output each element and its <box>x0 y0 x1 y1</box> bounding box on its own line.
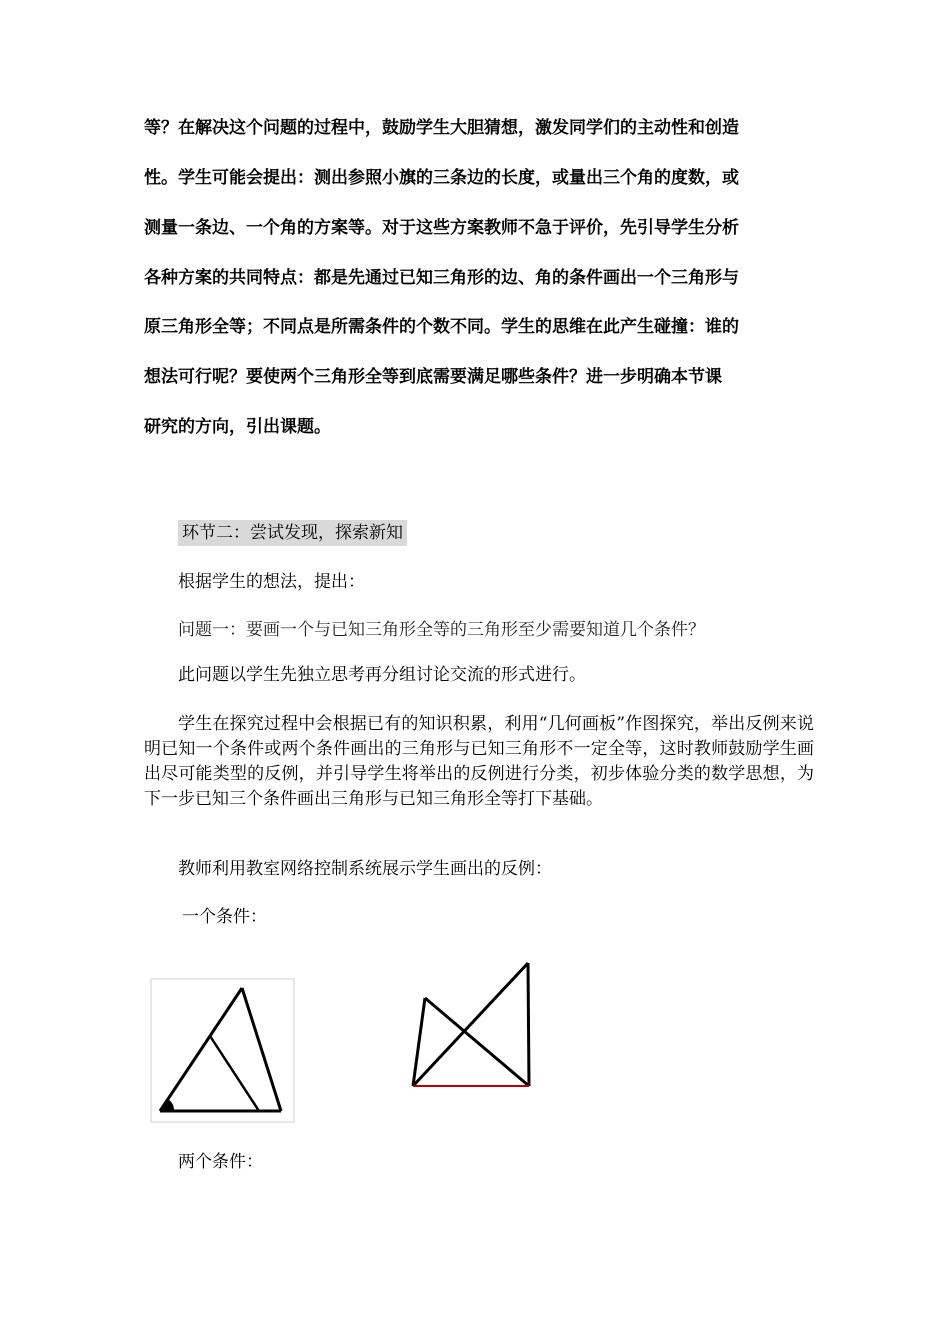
figure-one-angle-counterexample <box>150 978 296 1124</box>
paragraph-line-3: 测量一条边、一个角的方案等。对于这些方案教师不急于评价，先引导学生分析 <box>144 218 739 238</box>
right-triangle-side <box>528 963 529 1086</box>
display-text: 教师利用教室网络控制系统展示学生画出的反例： <box>178 859 552 879</box>
question-one: 问题一：要画一个与已知三角形全等的三角形至少需要知道几个条件？ <box>178 620 705 640</box>
one-condition-label: 一个条件： <box>182 907 267 927</box>
figure-frame <box>151 979 294 1122</box>
right-triangle-diagonal <box>413 963 528 1086</box>
paragraph-line-7: 研究的方向，引出课题。 <box>144 417 331 437</box>
explanation-paragraph: 学生在探究过程中会根据已有的知识积累，利用“几何画板”作图探究，举出反例来说明已知一个条件或两个条件画出的三角形与已知三角形不一定全等，这时教师鼓励学生画出尽可能类型的反例，并引导学生将举出的反例进行分类，初步体验分类的数学思想，为下一步已知三个条件画出三角形与已知三角形全等打下基础。 <box>144 714 814 809</box>
paragraph-line-1: 等？在解决这个问题的过程中，鼓励学生大胆猜想，激发同学们的主动性和创造 <box>144 118 739 138</box>
intro-text: 根据学生的想法，提出： <box>178 572 365 592</box>
paragraph-line-6: 想法可行呢？要使两个三角形全等到底需要满足哪些条件？进一步明确本节课 <box>144 367 722 387</box>
paragraph-line-4: 各种方案的共同特点：都是先通过已知三角形的边、角的条件画出一个三角形与 <box>144 268 739 288</box>
paragraph-line-5: 原三角形全等；不同点是所需条件的个数不同。学生的思维在此产生碰撞：谁的 <box>144 317 739 337</box>
two-conditions-label: 两个条件： <box>178 1152 263 1172</box>
left-triangle-diagonal <box>425 998 529 1086</box>
method-text: 此问题以学生先独立思考再分组讨论交流的形式进行。 <box>178 665 586 685</box>
paragraph-line-2: 性。学生可能会提出：测出参照小旗的三条边的长度，或量出三个角的度数，或 <box>144 168 739 188</box>
left-triangle-side <box>413 998 425 1086</box>
figure-one-side-counterexample <box>405 958 539 1093</box>
section-heading: 环节二：尝试发现，探索新知 <box>178 520 407 546</box>
